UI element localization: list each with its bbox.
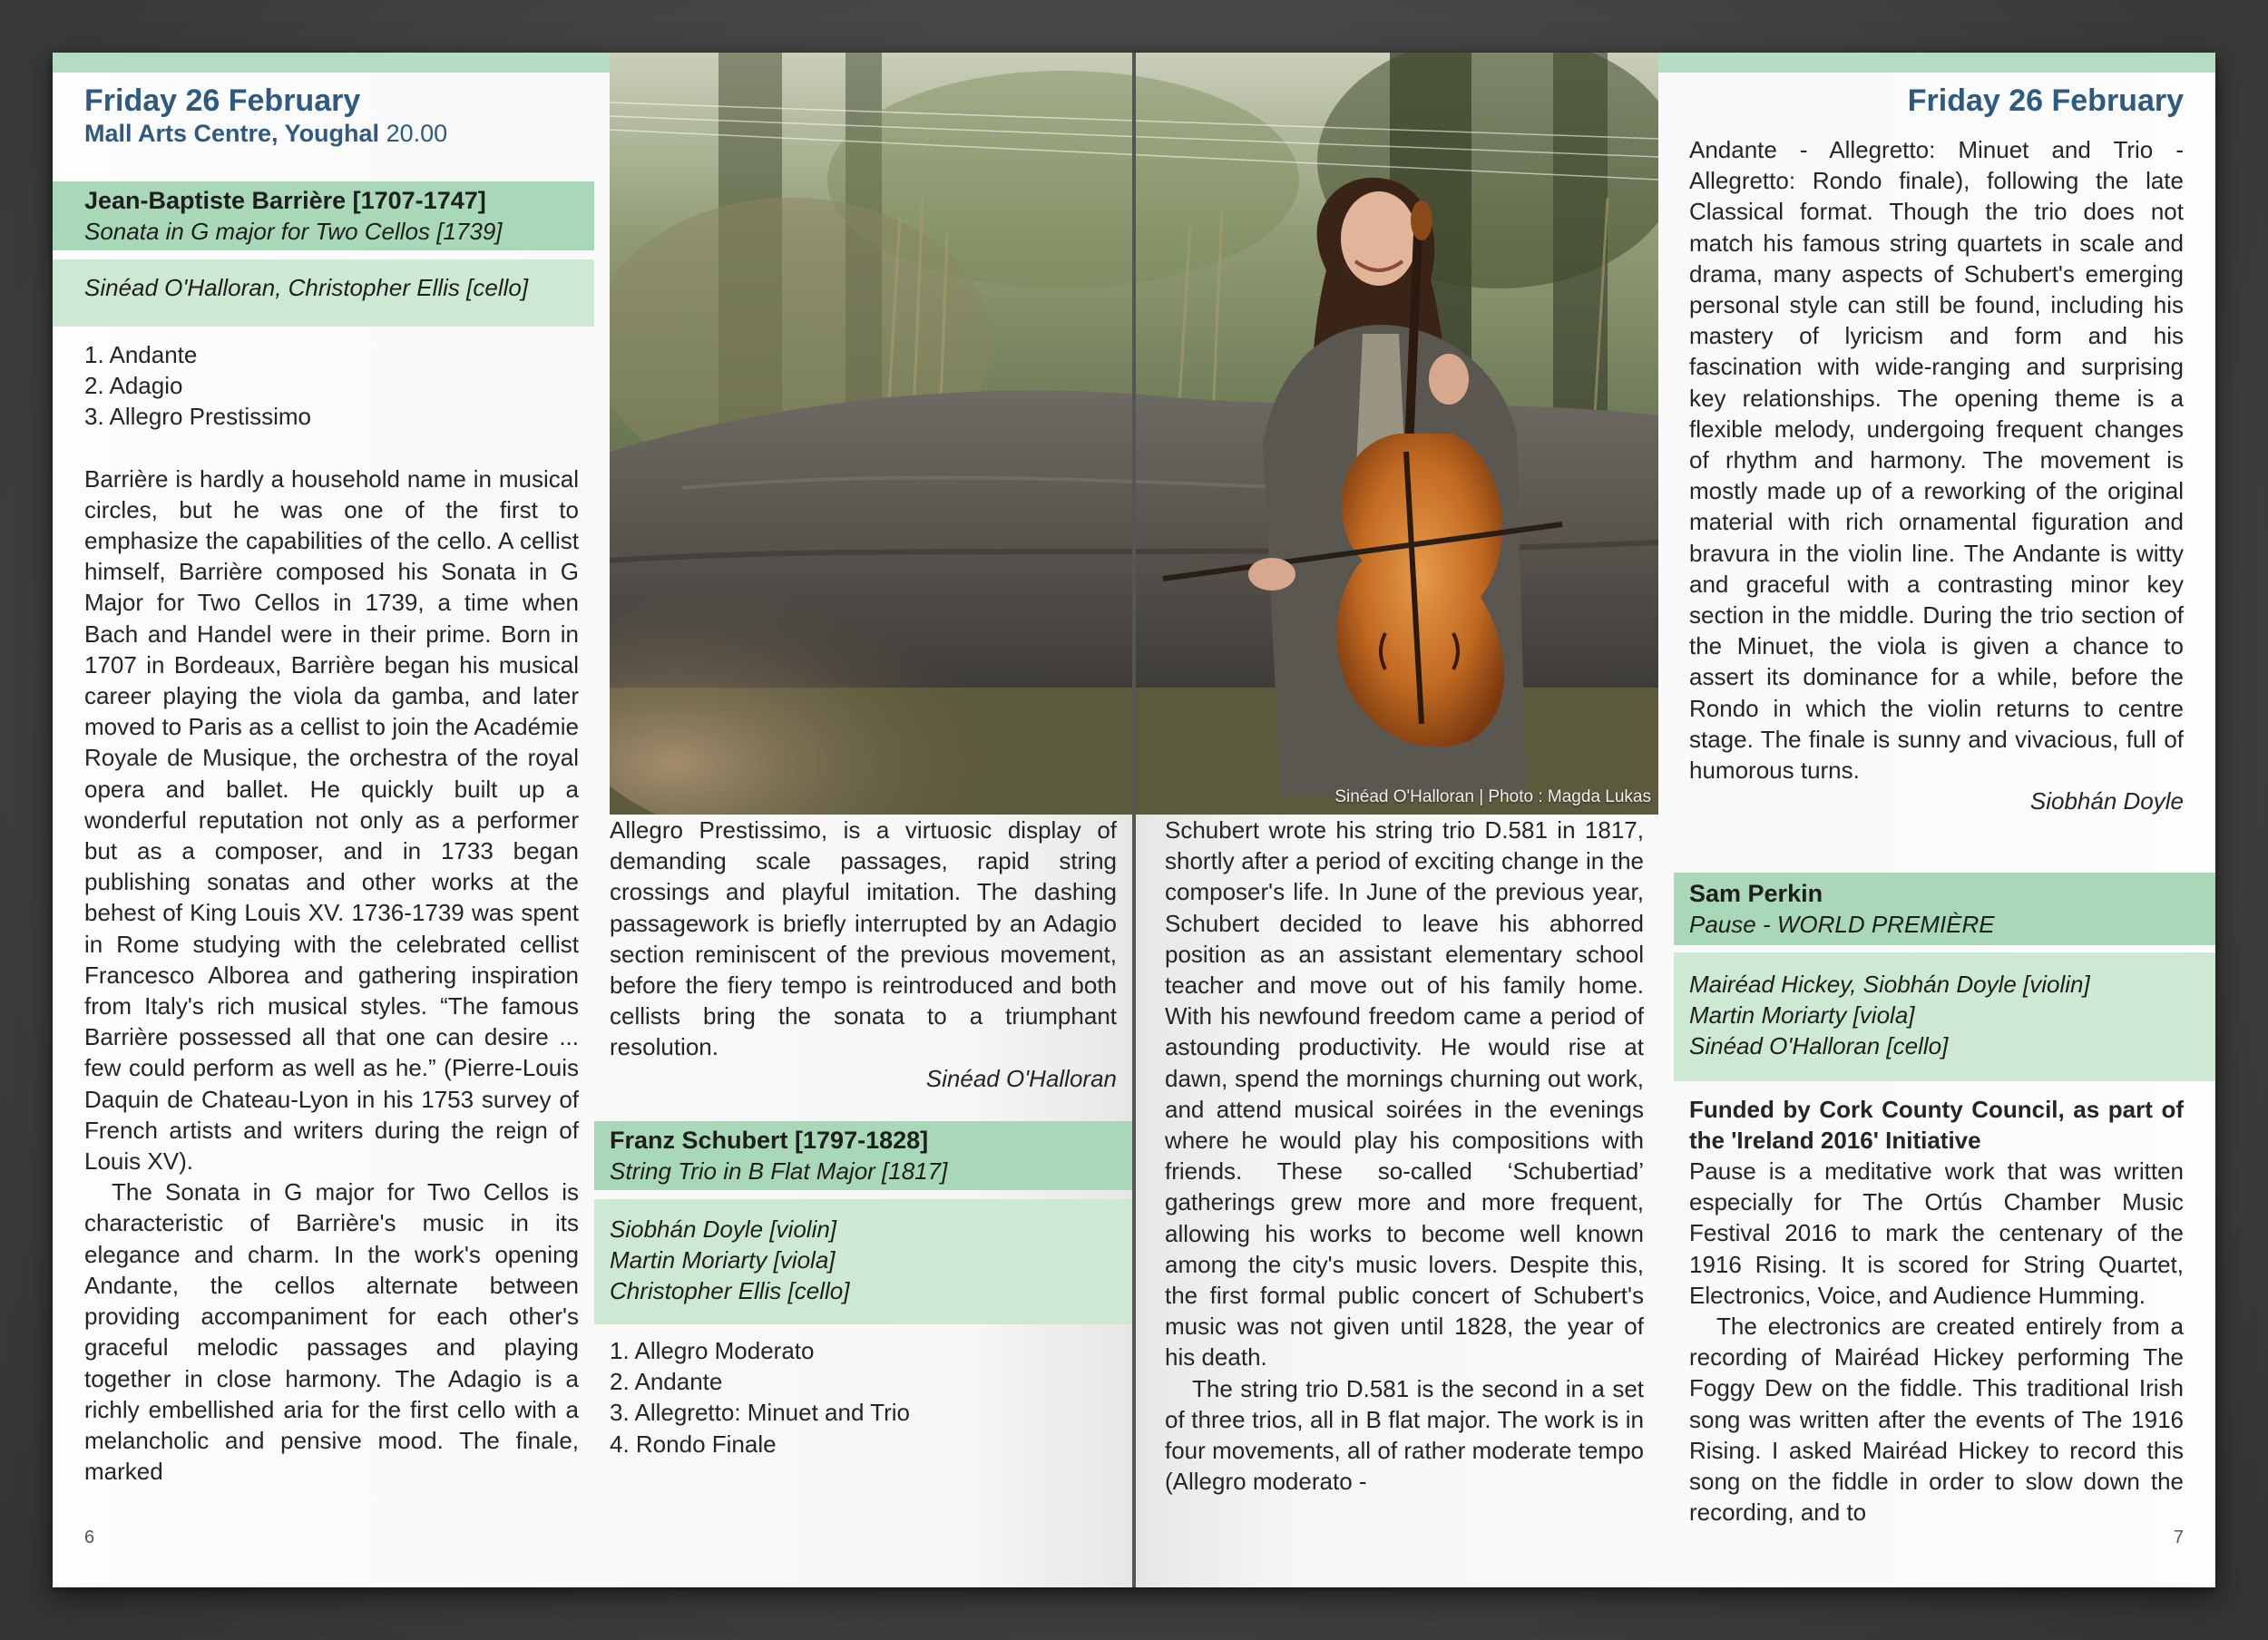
piece1-performers-box bbox=[53, 259, 594, 327]
author-signature: Siobhán Doyle bbox=[2029, 787, 2184, 815]
piece2-movement-list bbox=[610, 1335, 1117, 1459]
right-column-4-continued bbox=[1689, 1094, 2184, 1528]
movement-item: 3. Allegretto: Minuet and Trio bbox=[610, 1399, 910, 1427]
right-column-3 bbox=[1165, 815, 1644, 1497]
movement-item: 2. Adagio bbox=[84, 372, 183, 400]
venue-name: Mall Arts Centre, Youghal bbox=[84, 120, 380, 147]
right-column-4 bbox=[1689, 134, 2184, 816]
piece1-composer: Jean-Baptiste Barrière [1707-1747] bbox=[84, 187, 486, 214]
funding-statement: Funded by Cork County Council, as part of the 'Ireland 2016' Initiative bbox=[1689, 1096, 2184, 1154]
body-paragraph: Schubert wrote his string trio D.581 in 1817, shortly after a period of exciting change in the composer's life. In June of the previous year, Schubert decided to leave his abhorred position as an assistant elementary school teacher and move out of his family home. With his newfound freedom came a period of astounding productivity. He would rise at dawn, spend the mornings churning out work, and attend musical soirées in the evenings where he would play his compositions with friends. These so-called ‘Schubertiad’ gatherings grew more and more frequent, allowing his works to become well known among the city's music lovers. Despite this, the first formal public concert of Schubert's music was not given until 1828, the year of his death. bbox=[1165, 816, 1644, 1372]
piece2-composer: Franz Schubert [1797-1828] bbox=[610, 1127, 929, 1154]
performer-line: Martin Moriarty [viola] bbox=[1689, 1001, 1915, 1029]
right-date-heading: Friday 26 February bbox=[1907, 83, 2184, 118]
spine-gutter bbox=[1132, 53, 1136, 1587]
piece2-work: String Trio in B Flat Major [1817] bbox=[610, 1157, 948, 1185]
brochure-spread bbox=[53, 53, 2215, 1587]
piece1-title-box bbox=[53, 181, 594, 250]
piece1-performers: Sinéad O'Halloran, Christopher Ellis [cello] bbox=[84, 274, 529, 301]
left-top-bar bbox=[53, 53, 610, 73]
performer-line: Martin Moriarty [viola] bbox=[610, 1246, 836, 1274]
performer-line: Christopher Ellis [cello] bbox=[610, 1277, 850, 1304]
piece3-performers-box bbox=[1674, 952, 2215, 1081]
body-paragraph: The Sonata in G major for Two Cellos is characteristic of Barrière's music in its elegance and charm. In the work's opening Andante, the cellos alternate between providing accompaniment for each other's graceful melodic passages and playing together in close harmony. The Adagio is a richly embellished aria for the first cello with a melancholic and pensive mood. The finale, marked bbox=[84, 1178, 579, 1486]
movement-item: 2. Andante bbox=[610, 1368, 723, 1396]
photo-credit: Sinéad O'Halloran | Photo : Magda Lukas bbox=[1334, 787, 1651, 806]
performer-line: Mairéad Hickey, Siobhán Doyle [violin] bbox=[1689, 971, 2090, 998]
piece3-title-box bbox=[1674, 873, 2215, 945]
left-page-number: 6 bbox=[84, 1528, 95, 1547]
body-paragraph: Allegro Prestissimo, is a virtuosic display of demanding scale passages, rapid string crossings and playful imitation. The dashing passagework is briefly interrupted by an Adagio section reminiscent of the previous movement, before the fiery tempo is reintroduced and both cellists bring the sonata to a triumphant resolution. bbox=[610, 816, 1117, 1061]
body-paragraph: Pause is a meditative work that was written especially for The Ortús Chamber Music Festival 2016 to mark the centenary of the 1916 Rising. It is scored for String Quartet, Electronics, Voice, and Audience Humming. bbox=[1689, 1157, 2184, 1309]
left-column-1 bbox=[84, 339, 579, 1487]
body-paragraph: Barrière is hardly a household name in musical circles, but he was one of the first to emphasize the capabilities of the cello. A cellist himself, Barrière composed his Sonata in G Major for Two Cellos in 1739, a time when Bach and Handel were in their prime. Born in 1707 in Bordeaux, Barrière began his musical career playing the viola da gamba, and later moved to Paris as a cellist to join the Académie Royale de Musique, the orchestra of the royal opera and ballet. He quickly built up a wonderful reputation not only as a performer but as a composer, and in 1733 began publishing sonatas and other works at the behest of King Louis XV. 1736-1739 was spent in Rome studying with the celebrated cellist Francesco Alborea and gathering inspiration from Italy's rich musical styles. “The famous Barrière possessed all that one can desire ... few could perform as well as he.” (Pierre-Louis Daquin de Chateau-Lyon in his 1753 survey of French artists and writers during the reign of Louis XV). bbox=[84, 464, 579, 1176]
body-paragraph: Andante - Allegretto: Minuet and Trio - Allegretto: Rondo finale), following the late Classical format. Though the trio does not match his famous string quartets in scale and drama, many aspects of Schubert's emerging personal style can still be found, including his mastery of lyricism and form and his fascination with wide-ranging and surprising key relationships. The opening theme is a flexible melody, undergoing frequent changes of rhythm and harmony. The movement is mostly made up of a reworking of the original material with rich ornamental figuration and bravura in the violin line. The Andante is witty and graceful with a contrasting minor key section in the middle. During the trio section of the Minuet, the viola is given a chance to assert its dominance for a while, before the Rondo in which the violin returns to centre stage. The finale is sunny and vivacious, full of humorous turns. bbox=[1689, 136, 2184, 785]
piece1-movement-list bbox=[84, 339, 579, 433]
left-date-heading: Friday 26 February bbox=[84, 83, 361, 118]
piece3-composer: Sam Perkin bbox=[1689, 880, 1823, 907]
body-paragraph: The string trio D.581 is the second in a set of three trios, all in B flat major. The work is in four movements, all of rather moderate tempo (Allegro moderato - bbox=[1165, 1374, 1644, 1496]
venue-heading bbox=[84, 120, 447, 148]
right-page-number: 7 bbox=[2173, 1528, 2184, 1547]
movement-item: 3. Allegro Prestissimo bbox=[84, 403, 311, 431]
concert-time: 20.00 bbox=[386, 120, 448, 147]
piece1-work: Sonata in G major for Two Cellos [1739] bbox=[84, 218, 503, 245]
movement-item: 1. Allegro Moderato bbox=[610, 1337, 815, 1364]
movement-item: 1. Andante bbox=[84, 341, 198, 368]
piece2-performers-box bbox=[594, 1199, 1134, 1324]
piece2-title-box bbox=[594, 1121, 1134, 1190]
piece3-work: Pause - WORLD PREMIÈRE bbox=[1689, 911, 1995, 938]
performer-line: Siobhán Doyle [violin] bbox=[610, 1215, 837, 1243]
body-paragraph: The electronics are created entirely from a recording of Mairéad Hickey performing The Foggy Dew on the fiddle. This traditional Irish song was written after the events of The 1916 Rising. I asked Mairéad Hickey to record this song on the fiddle in order to slow down the recording, and to bbox=[1689, 1313, 2184, 1527]
piece2-movements bbox=[610, 1335, 1117, 1459]
movement-item: 4. Rondo Finale bbox=[610, 1430, 777, 1458]
left-column-2 bbox=[610, 815, 1117, 1094]
right-top-bar bbox=[1658, 53, 2215, 73]
performer-line: Sinéad O'Halloran [cello] bbox=[1689, 1032, 1949, 1059]
author-signature: Sinéad O'Halloran bbox=[925, 1064, 1117, 1092]
